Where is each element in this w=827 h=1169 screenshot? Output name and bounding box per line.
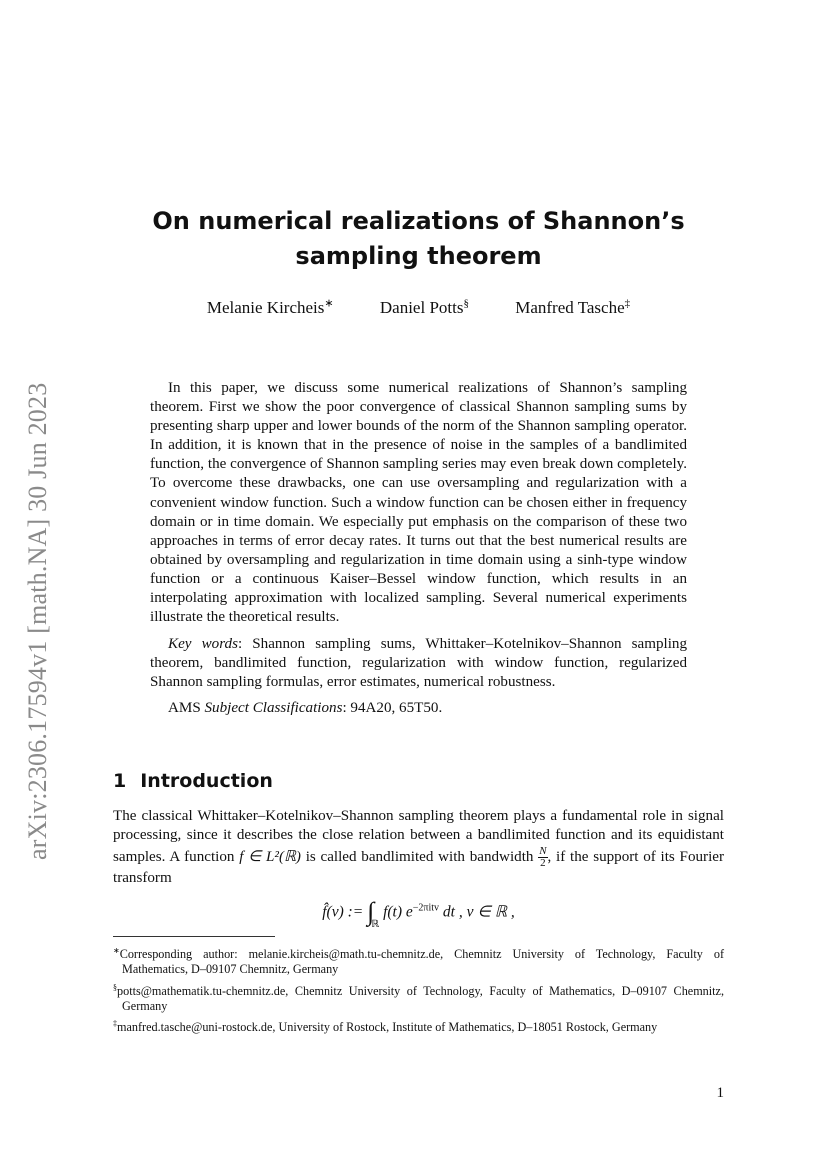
- footnote: [113, 943, 724, 978]
- author: [515, 298, 630, 317]
- integral-sign: ∫: [367, 897, 375, 926]
- fraction-numerator: N: [539, 844, 547, 857]
- title-line-1: On numerical realizations of Shannon’s: [152, 207, 685, 235]
- fourier-formula: [113, 898, 724, 928]
- formula-lhs: f̂(v) :=: [322, 903, 368, 921]
- ams-codes: : 94A20, 65T50.: [342, 699, 443, 716]
- section-title: Introduction: [140, 770, 273, 792]
- author-mark: ‡: [624, 297, 631, 309]
- ams-label: Subject Classifications: [204, 699, 343, 716]
- footnote-text: potts@mathematik.tu-chemnitz.de, Chemnitz University of Technology, Faculty of Mathematics, D–09107 Chemnitz, Germany: [117, 983, 724, 1014]
- footnote: [113, 980, 724, 1015]
- footnotes: [113, 943, 724, 1038]
- fraction: [538, 846, 547, 869]
- footnote-text: Corresponding author: melanie.kircheis@math.tu-chemnitz.de, Chemnitz University of Technology, Faculty of Mathematics, D–09107 Chemnitz, Germany: [119, 947, 724, 977]
- author-mark: §: [463, 297, 469, 309]
- section-heading: [113, 770, 273, 792]
- paper-title: [113, 204, 724, 274]
- formula-rhs: f(t) e: [379, 903, 413, 921]
- title-line-2: sampling theorem: [295, 242, 542, 270]
- footnote: [113, 1016, 724, 1035]
- author-name: Melanie Kircheis: [206, 297, 325, 317]
- page-number: 1: [716, 1085, 724, 1101]
- intro-text: The classical Whittaker–Kotelnikov–Shannon sampling theorem plays a fundamental role in signal processing, since it describes the close relation between a bandlimited function and its equidistant samples. A function: [113, 808, 724, 865]
- author: [207, 298, 334, 317]
- keywords-label: Key words: [168, 636, 238, 653]
- fraction-denominator: 2: [540, 856, 546, 869]
- footnote-rule: [113, 936, 275, 937]
- footnote-mark: ∗: [113, 946, 120, 955]
- footnote-mark: ‡: [113, 1019, 117, 1029]
- intro-text: is called bandlimited with bandwidth: [300, 848, 539, 865]
- author-list: [113, 296, 724, 318]
- keywords-list: : Shannon sampling sums, Whittaker–Kotelnikov–Shannon sampling theorem, bandlimited function, regularization with window function, regularized Shannon sampling formulas, error estimates, numerical robustness.: [150, 636, 687, 691]
- ams-classification: [150, 699, 687, 718]
- abstract: [150, 379, 687, 718]
- formula-tail: dt , v ∈ ℝ ,: [439, 903, 515, 921]
- author-name: Daniel Potts: [379, 297, 464, 317]
- ams-prefix: AMS: [168, 699, 205, 716]
- abstract-text: In this paper, we discuss some numerical realizations of Shannon’s sampling theorem. First we show the poor convergence of classical Shannon sampling sums by presenting sharp upper and lower bounds of the norm of the Shannon sampling operator. In addition, it is known that in the presence of noise in the samples of a bandlimited function, the convergence of Shannon sampling series may even break down completely. To overcome these drawbacks, one can use oversampling and regularization with a convenient window function. Such a window function can be chosen either in frequency domain or in time domain. We especially put emphasis on the comparison of these two approaches in terms of error decay rates. It turns out that the best numerical results are obtained by oversampling and regularization in time domain using a sinh-type window function or a continuous Kaiser–Bessel window function, which results in an interpolating approximation with localized sampling. Several numerical experiments illustrate the theoretical results.: [150, 380, 687, 626]
- author-mark: ∗: [324, 297, 334, 309]
- section-number: 1: [113, 770, 127, 792]
- keywords: [150, 635, 687, 692]
- footnote-text: manfred.tasche@uni-rostock.de, University of Rostock, Institute of Mathematics, D–18051 Rostock, Germany: [117, 1020, 658, 1035]
- integral-domain: ℝ: [371, 918, 380, 930]
- author-name: Manfred Tasche: [515, 297, 625, 317]
- intro-text: , if the support of its Fourier transform: [113, 848, 724, 886]
- footnote-mark: §: [113, 982, 117, 992]
- author: [380, 298, 469, 317]
- intro-paragraph: [113, 807, 724, 888]
- inline-math: f ∈ L²(ℝ): [239, 848, 301, 865]
- formula-exponent: −2πitv: [412, 902, 440, 914]
- arxiv-identifier: arXiv:2306.17594v1 [math.NA] 30 Jun 2023: [23, 382, 52, 860]
